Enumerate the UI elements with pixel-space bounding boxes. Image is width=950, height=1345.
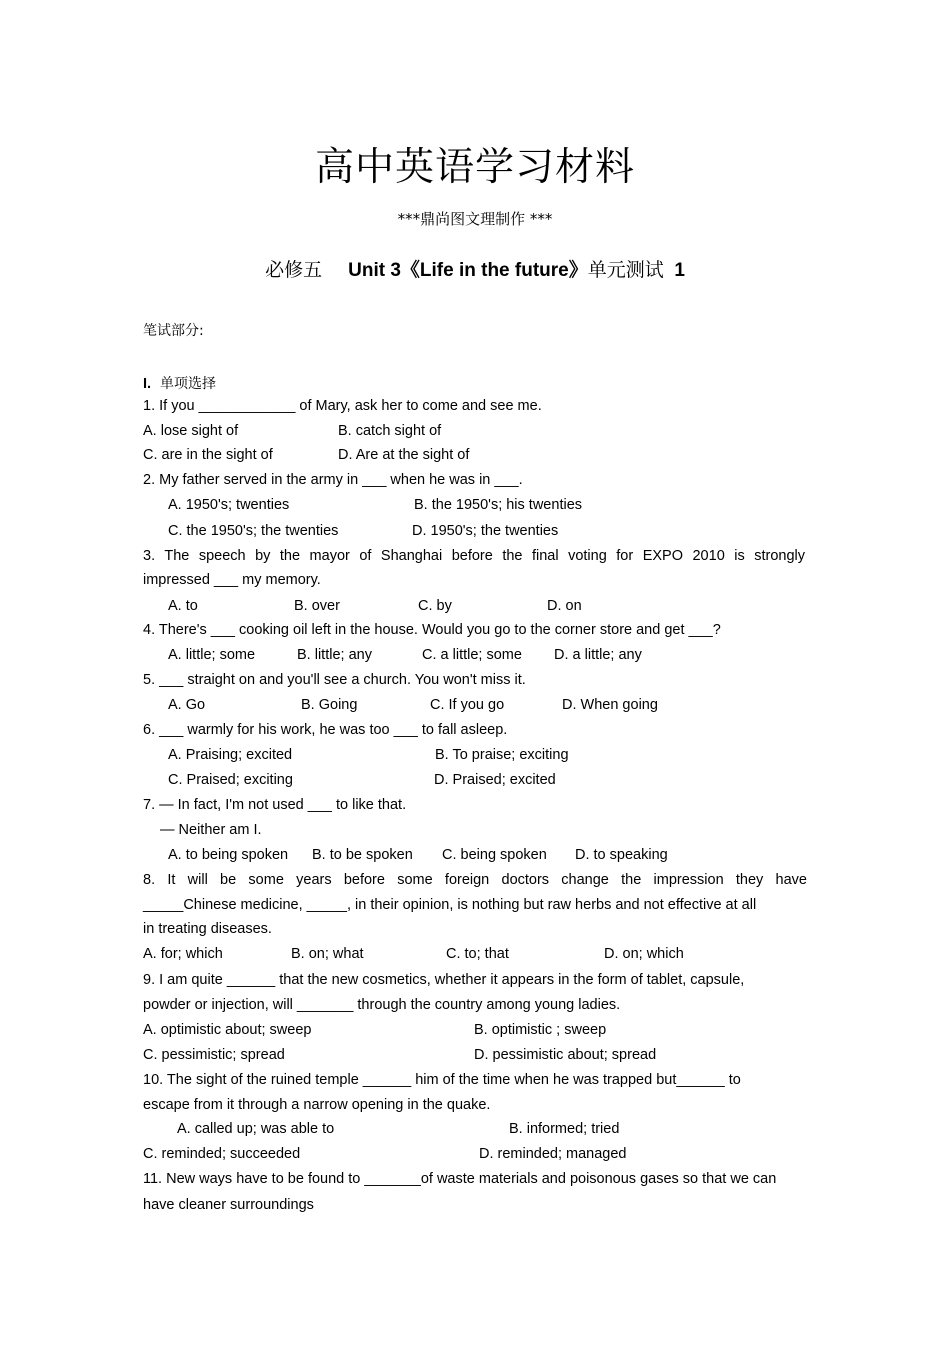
option-1b: B. catch sight of <box>338 423 442 439</box>
option-2a: A. 1950's; twenties <box>168 497 290 513</box>
question-10: 10. The sight of the ruined temple ______ him of the time when he was trapped but______ to <box>143 1072 741 1088</box>
option-3c: C. by <box>418 598 452 614</box>
option-2b: B. the 1950's; his twenties <box>414 497 583 513</box>
question-5: 5. ___ straight on and you'll see a church. You won't miss it. <box>143 672 526 688</box>
option-4d: D. a little; any <box>554 647 642 663</box>
option-9b: B. optimistic ; sweep <box>474 1022 607 1038</box>
option-2d: D. 1950's; the twenties <box>412 523 559 539</box>
question-6: 6. ___ warmly for his work, he was too ___ to fall asleep. <box>143 722 508 738</box>
part-heading <box>143 373 216 393</box>
option-5c: C. If you go <box>430 697 505 713</box>
option-1d: D. Are at the sight of <box>338 447 470 463</box>
option-9c: C. pessimistic; spread <box>143 1047 285 1063</box>
option-4b: B. little; any <box>297 647 372 663</box>
question-8-cont2: in treating diseases. <box>143 921 272 937</box>
option-5d: D. When going <box>562 697 658 713</box>
option-10b: B. informed; tried <box>509 1121 620 1137</box>
option-8d: D. on; which <box>604 946 684 962</box>
producer-line: ***鼎尚图文理制作 *** <box>397 210 553 228</box>
heading-unit: Unit 3《Life in the future》 <box>348 260 588 281</box>
document-title: 高中英语学习材料 <box>314 145 635 190</box>
option-4c: C. a little; some <box>422 647 522 663</box>
part-number: I. <box>143 376 152 392</box>
option-8b: B. on; what <box>291 946 364 962</box>
option-3b: B. over <box>294 598 340 614</box>
option-9d: D. pessimistic about; spread <box>474 1047 657 1063</box>
option-8c: C. to; that <box>446 946 509 962</box>
question-3-cont: impressed ___ my memory. <box>143 572 321 588</box>
option-10c: C. reminded; succeeded <box>143 1146 301 1162</box>
option-9a: A. optimistic about; sweep <box>143 1022 312 1038</box>
option-2c: C. the 1950's; the twenties <box>168 523 339 539</box>
option-7d: D. to speaking <box>575 847 668 863</box>
option-7a: A. to being spoken <box>168 847 289 863</box>
question-1: 1. If you ____________ of Mary, ask her to come and see me. <box>143 398 542 414</box>
option-5a: A. Go <box>168 697 206 713</box>
heading-number: 1 <box>674 260 685 281</box>
unit-heading <box>0 255 950 282</box>
question-10-cont: escape from it through a narrow opening in the quake. <box>143 1097 491 1113</box>
option-1c: C. are in the sight of <box>143 447 273 463</box>
question-7-reply: — Neither am I. <box>160 822 262 838</box>
option-5b: B. Going <box>301 697 358 713</box>
option-7b: B. to be spoken <box>312 847 413 863</box>
option-7c: C. being spoken <box>442 847 547 863</box>
option-1a: A. lose sight of <box>143 423 239 439</box>
option-3a: A. to <box>168 598 198 614</box>
question-8: 8. It will be some years before some foreign doctors change the impression they have <box>143 872 807 888</box>
question-7: 7. — In fact, I'm not used ___ to like that. <box>143 797 407 813</box>
option-6d: D. Praised; excited <box>434 772 556 788</box>
heading-test: 单元测试 <box>587 259 664 281</box>
question-9: 9. I am quite ______ that the new cosmetics, whether it appears in the form of tablet, capsule, <box>143 972 745 988</box>
question-9-cont: powder or injection, will _______ through the country among young ladies. <box>143 997 621 1013</box>
option-10a: A. called up; was able to <box>177 1121 335 1137</box>
question-11-cont: have cleaner surroundings <box>143 1197 314 1213</box>
question-8-cont: _____Chinese medicine, _____, in their opinion, is nothing but raw herbs and not effective at all <box>143 897 757 913</box>
option-8a: A. for; which <box>143 946 223 962</box>
option-6a: A. Praising; excited <box>168 747 293 763</box>
question-2: 2. My father served in the army in ___ when he was in ___. <box>143 472 523 488</box>
option-4a: A. little; some <box>168 647 256 663</box>
option-3d: D. on <box>547 598 582 614</box>
question-4: 4. There's ___ cooking oil left in the house. Would you go to the corner store and get ___? <box>143 622 721 638</box>
part-name: 单项选择 <box>159 376 216 392</box>
option-6c: C. Praised; exciting <box>168 772 293 788</box>
question-11: 11. New ways have to be found to _______of waste materials and poisonous gases so that we can <box>143 1171 777 1187</box>
option-10d: D. reminded; managed <box>479 1146 627 1162</box>
heading-module: 必修五 <box>265 259 323 281</box>
question-3: 3. The speech by the mayor of Shanghai before the final voting for EXPO 2010 is strongly <box>143 548 805 564</box>
section-written-label: 笔试部分: <box>143 323 204 339</box>
option-6b: B. To praise; exciting <box>435 747 569 763</box>
